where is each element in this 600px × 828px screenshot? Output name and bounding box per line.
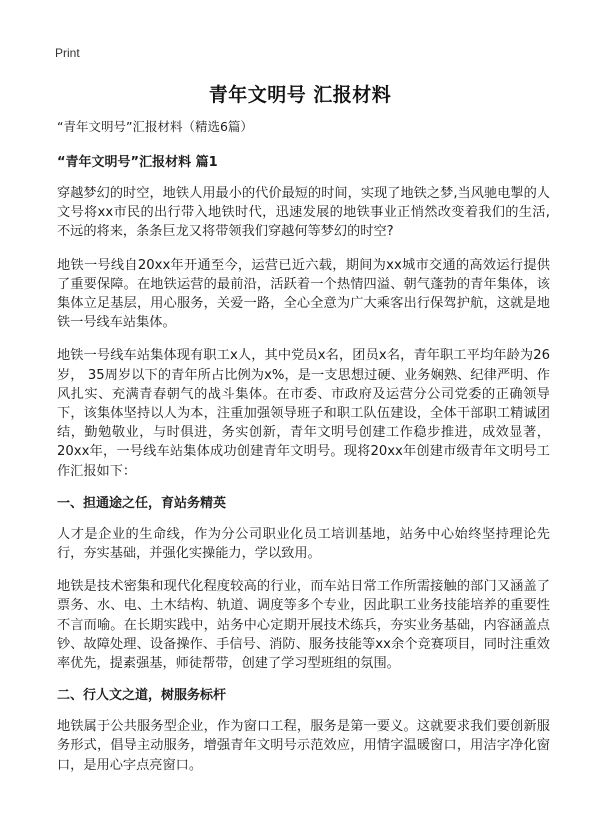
section-heading: 一、担通途之任，育站务精英	[57, 495, 227, 511]
print-link[interactable]: Print	[55, 46, 80, 60]
article-heading: “青年文明号”汇报材料 篇1	[57, 155, 218, 170]
paragraph: 地铁一号线车站集体现有职工x人，其中党员x名，团员x名，青年职工平均年龄为26岁， 35周岁以下的青年所占比例为x%，是一支思想过硬、业务娴熟、纪律严明、作风扎实、充满青春朝气的战斗集体。在市委、市政府及运营分公司党委的正确领导下，该集体坚持以人为本，注重加强领导班子和职工队伍建设，全体干部职工精诚团结，勤勉敬业，与时俱进，务实创新，青年文明号创建工作稳步推进，成效显著，20xx年，一号线车站集体成功创建青年文明号。现将20xx年创建市级青年文明号工作汇报如下：	[57, 348, 550, 479]
section-heading: 二、行人文之道，树服务标杆	[57, 688, 227, 704]
paragraph: 地铁一号线自20xx年开通至今，运营已近六载，期间为xx城市交通的高效运行提供了重要保障。在地铁运营的最前沿，活跃着一个热情四溢、朝气蓬勃的青年集体，该集体立足基层，用心服务，关爱一路，全心全意为广大乘客出行保驾护航，这就是地铁一号线车站集体。	[57, 257, 550, 331]
paragraph: 穿越梦幻的时空，地铁人用最小的代价最短的时间，实现了地铁之梦,当风驰电掣的人文号将xx市民的出行带入地铁时代，迅速发展的地铁事业正悄然改变着我们的生活,不远的将来，条条巨龙又将带领我们穿越何等梦幻的时空?	[57, 186, 550, 240]
paragraph: 地铁是技术密集和现代化程度较高的行业，而车站日常工作所需接触的部门又涵盖了票务、水、电、土木结构、轨道、调度等多个专业，因此职工业务技能培养的重要性不言而喻。在长期实践中，站务中心定期开展技术练兵，夯实业务基础，内容涵盖点钞、故障处理、设备操作、手信号、消防、服务技能等xx余个竞赛项目，同时注重效率优先，提素强基，师徒帮带，创建了学习型班组的氛围。	[57, 579, 550, 672]
document-body	[57, 118, 550, 789]
document-subtitle: “青年文明号”汇报材料（精选6篇）	[57, 119, 253, 134]
document-title: 青年文明号 汇报材料	[208, 84, 392, 106]
paragraph: 人才是企业的生命线，作为分公司职业化员工培训基地，站务中心始终坚持理论先行，夯实基础，并强化实操能力，学以致用。	[57, 526, 550, 562]
paragraph: 地铁属于公共服务型企业，作为窗口工程，服务是第一要义。这就要求我们要创新服务形式，倡导主动服务，增强青年文明号示范效应，用情字温暖窗口，用洁字净化窗口，是用心字点亮窗口。	[57, 719, 550, 773]
